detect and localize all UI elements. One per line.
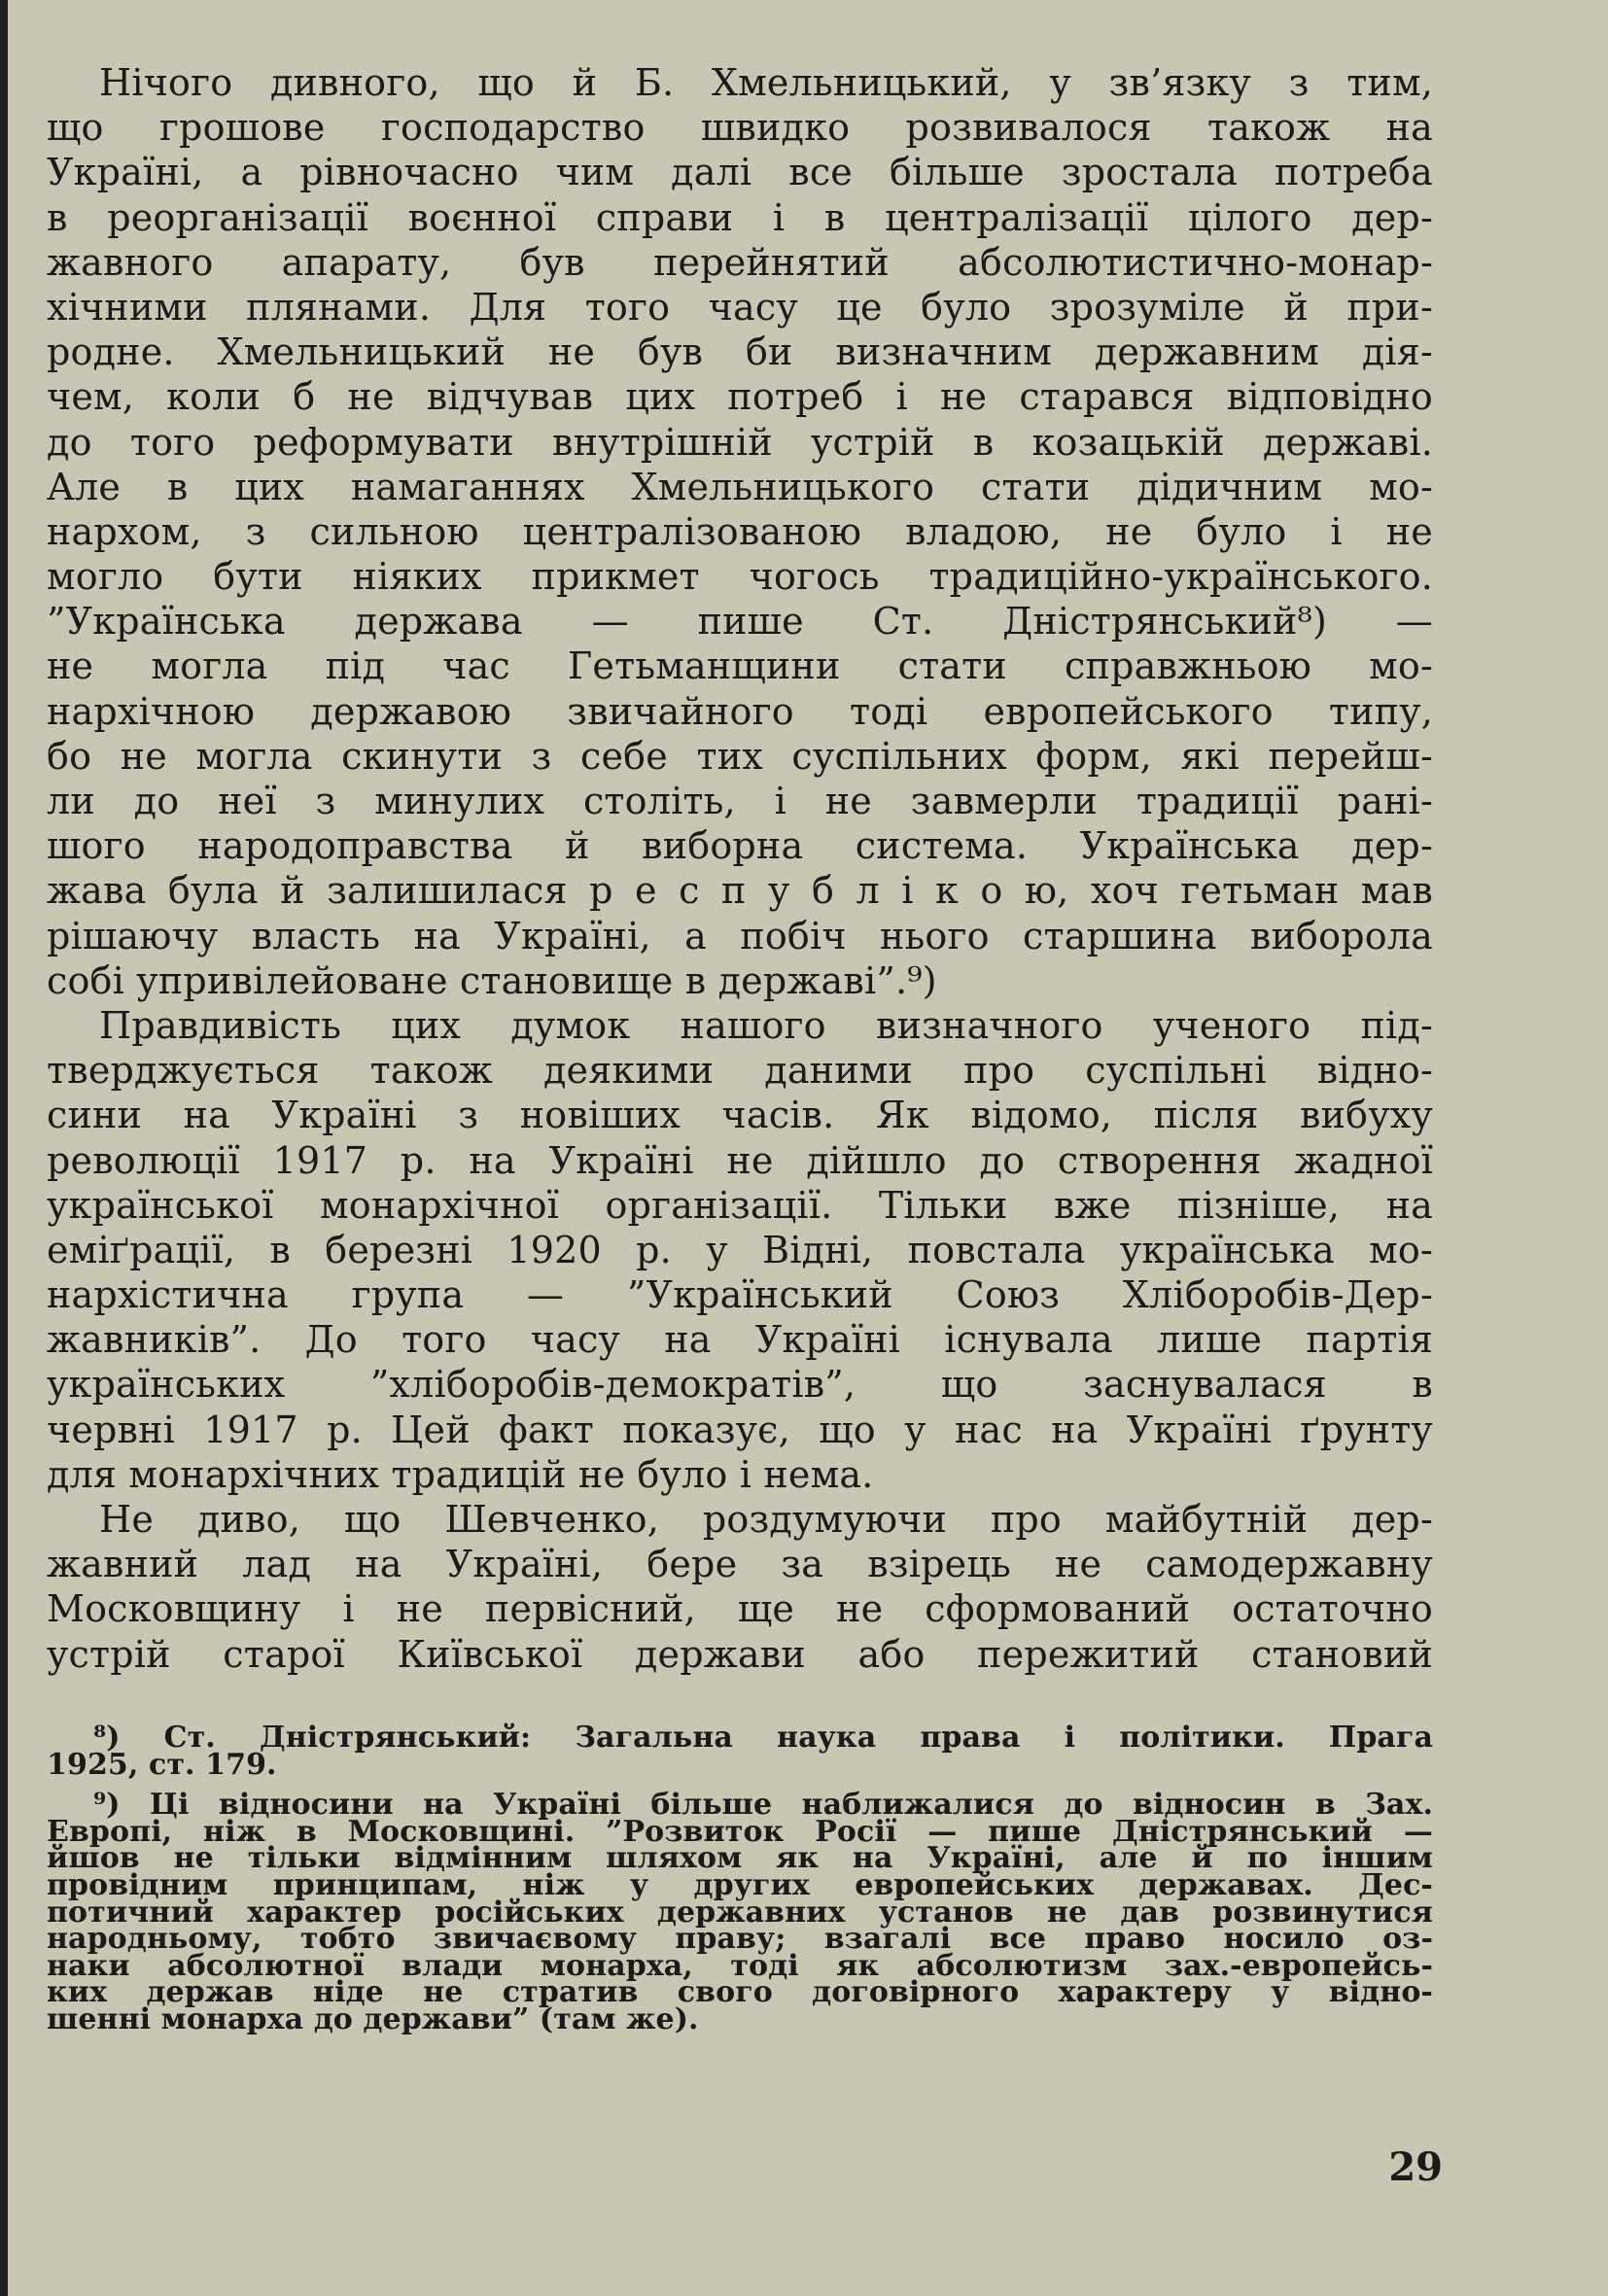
text-line: нархом, з сильною централізованою владою, не було і не [47,509,1433,553]
text-line: Нічого дивного, що й Б. Хмельницький, у зв’язку з тим, [99,61,1433,104]
footnote-line: наки абсолютної влади монарха, тоді як абсолютизм зах.-европейсь- [47,1948,1433,1983]
footnote-line: ких держав ніде не стратив свого договірного характеру у відно- [47,1975,1433,2010]
footnote-line: 1925, ст. 179. [47,1747,277,1782]
footnote-line: ⁹) Ці відносини на Україні більше наближалися до відносин в Зах. [93,1788,1433,1823]
footnote-line: Европі, ніж в Московщині. ”Розвиток Росії — пише Дністрянський — [47,1814,1433,1849]
text-line: собі упривілейоване становище в державі”.⁹) [47,958,937,1002]
text-line: жава була й залишилася р е с п у б л і к о ю, хоч гетьман мав [47,869,1433,913]
text-line: в реорганізації воєнної справи і в централізації цілого дер- [47,195,1433,239]
text-line: жавний лад на Україні, бере за взірець не самодержавну [47,1543,1433,1586]
text-line: нархістична група — ”Український Союз Хліборобів-Дер- [47,1273,1433,1317]
text-line: ”Українська держава — пише Ст. Дністрянський⁸) — [47,600,1433,644]
text-line: сини на Україні з новіших часів. Як відомо, після вибуху [47,1094,1433,1137]
text-line: української монархічної організації. Тільки вже пізніше, на [47,1183,1433,1227]
text-line: Не диво, що Шевченко, роздумуючи про майбутній дер- [99,1498,1433,1541]
text-line: чем, коли б не відчував цих потреб і не старався відповідно [47,375,1433,419]
text-line: жавників”. До того часу на Україні існувала лише партія [47,1318,1433,1362]
footnote-line: потичний характер російських державних установ не дав розвинутися [47,1895,1433,1930]
text-line: рішаючу власть на Україні, а побіч нього старшина виборола [47,914,1433,957]
body-text [47,60,1433,1677]
text-line: ли до неї з минулих століть, і не завмерли традиції рані- [47,780,1433,822]
text-line: жавного апарату, був перейнятий абсолютистично-монар- [47,240,1433,284]
text-line: Але в цих намаганнях Хмельницького стати дідичним мо- [47,465,1433,508]
text-line: родне. Хмельницький не був би визначним державним дія- [47,330,1433,374]
text-line: Московщину і не первісний, ще не сформований остаточно [47,1587,1433,1631]
text-line: тверджується також деякими даними про суспільні відно- [47,1049,1433,1093]
text-line: еміґрації, в березні 1920 р. у Відні, повстала українська мо- [47,1228,1433,1271]
text-line: хічними плянами. Для того часу це було зрозуміле й при- [47,285,1433,329]
page-edge [0,0,8,2296]
text-line: устрій старої Київської держави або пережитий становий [47,1632,1433,1676]
footnote-line: провідним принципам, ніж у других европейських державах. Дес- [47,1867,1433,1902]
footnote [47,1721,1433,1782]
text-line: нархічною державою звичайного тоді европейського типу, [47,689,1433,733]
text-line: Україні, а рівночасно чим далі все більше зростала потреба [47,151,1433,194]
footnotes [47,1721,1433,2047]
text-line: до того реформувати внутрішній устрій в козацькій державі. [47,420,1433,464]
text-line: що грошове господарство швидко розвивалося також на [47,106,1433,150]
text-line: революції 1917 р. на Україні не дійшло до створення жадної [47,1138,1433,1182]
footnote-line: ⁸) Ст. Дністрянський: Загальна наука права і політики. Прага [93,1721,1433,1755]
text-line: бо не могла скинути з себе тих суспільних форм, які перейш- [47,734,1433,778]
text-line: могло бути ніяких прикмет чогось традиційно-українського. [47,555,1433,599]
text-line: червні 1917 р. Цей факт показує, що у нас на Україні ґрунту [47,1408,1433,1451]
text-line: українських ”хліборобів-демократів”, що заснувалася в [47,1363,1433,1407]
footnote [47,1788,1433,2036]
footnote-line: народньому, тобто звичаєвому праву; взагалі все право носило оз- [47,1922,1433,1957]
text-line: для монархічних традицій не було і нема. [47,1452,874,1496]
text-line: Правдивість цих думок нашого визначного ученого під- [99,1003,1433,1047]
page-number: 29 [1388,2144,1443,2190]
footnote-line: шенні монарха до держави” (там же). [47,2001,699,2036]
text-line: не могла під час Гетьманщини стати справжньою мо- [47,644,1433,688]
footnote-line: йшов не тільки відмінним шляхом як на Україні, але й по іншим [47,1841,1433,1876]
text-line: шого народоправства й виборна система. Українська дер- [47,824,1433,868]
